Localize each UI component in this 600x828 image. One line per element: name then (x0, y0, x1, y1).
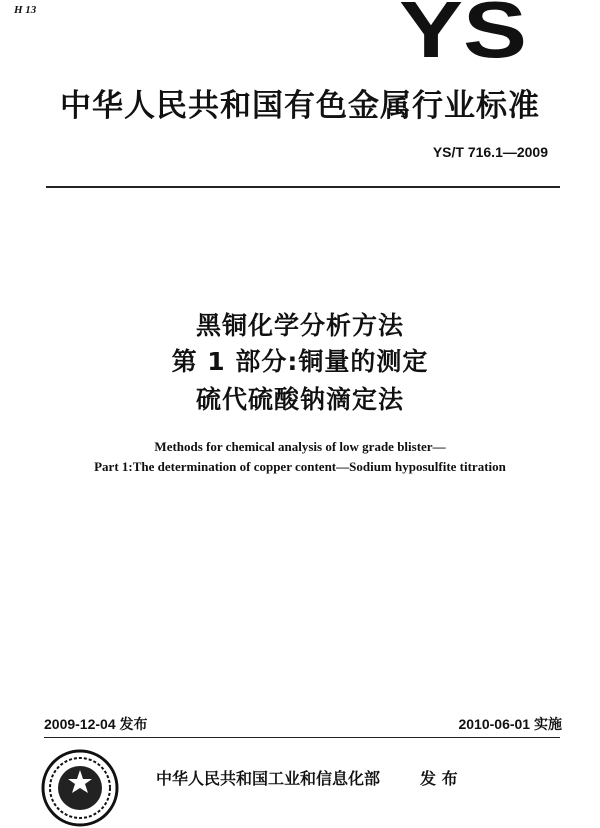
title-line-3: 硫代硫酸钠滴定法 (195, 385, 404, 414)
implement-date: 2010-06-01 实施 (458, 716, 562, 732)
footer-divider (44, 737, 560, 738)
issue-label: 发 布 (420, 769, 458, 788)
ics-code: H 13 (14, 4, 37, 16)
issue-date: 2009-12-04 发布 (44, 716, 148, 732)
ys-logo (398, 0, 528, 60)
organization-title: 中华人民共和国有色金属行业标准 (60, 88, 540, 124)
title-line-1: 黑铜化学分析方法 (195, 311, 404, 340)
standard-number: YS/T 716.1—2009 (432, 144, 548, 160)
title-line-2: 第 1 部分:铜量的测定 (171, 347, 429, 376)
header-divider (46, 186, 560, 188)
english-title-line-1: Methods for chemical analysis of low grade blister— (154, 439, 446, 454)
national-emblem-icon (40, 748, 120, 828)
ys-logo-text: YS (399, 0, 527, 60)
english-title-line-2: Part 1:The determination of copper content—Sodium hyposulfite titration (94, 459, 506, 474)
issuing-authority: 中华人民共和国工业和信息化部 (156, 769, 381, 788)
